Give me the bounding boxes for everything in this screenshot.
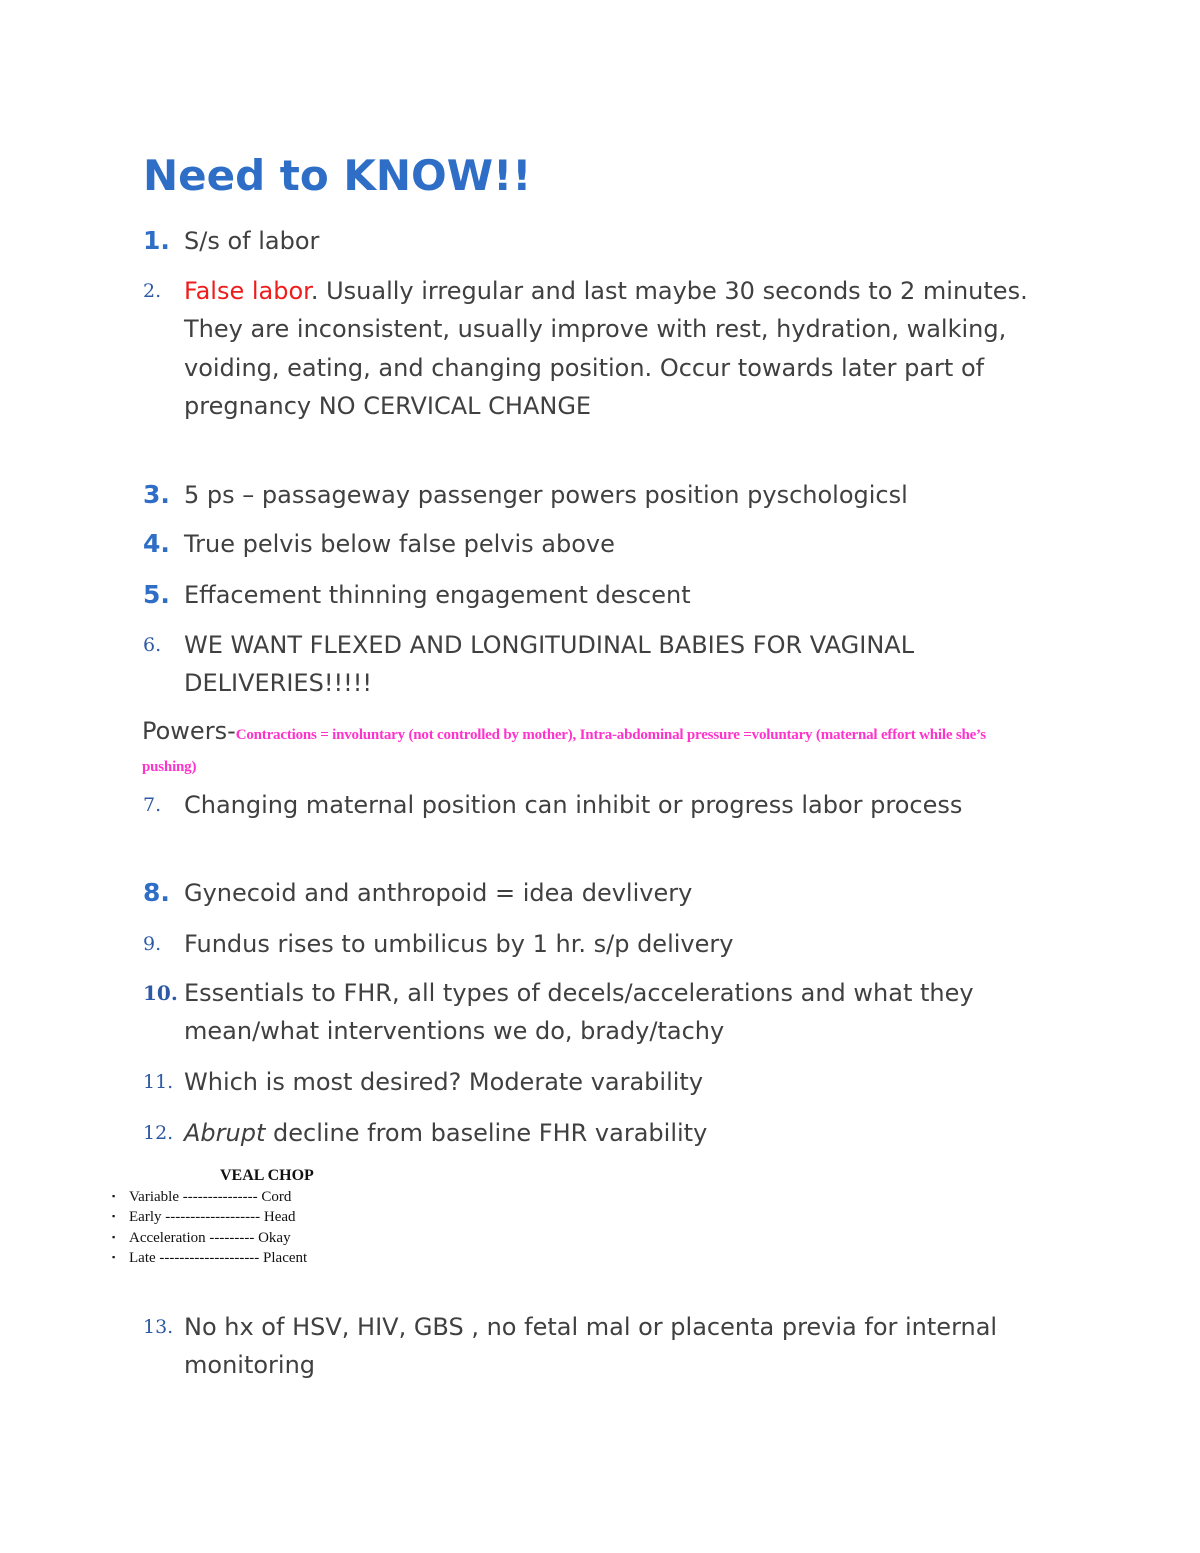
list-text: True pelvis below false pelvis above <box>184 530 615 558</box>
veal-chop-row-text: Variable --------------- Cord <box>129 1189 292 1205</box>
list-number: 1. <box>143 226 170 255</box>
list-text: 5 ps – passageway passenger powers position pyschologicsl <box>184 481 908 509</box>
powers-detail: Contractions = involuntary (not controlled by mother), Intra-abdominal pressure =voluntary (maternal effort while she’s pushing) <box>142 727 986 775</box>
abrupt-term: Abrupt <box>184 1119 266 1147</box>
veal-chop-title: VEAL CHOP <box>220 1167 314 1184</box>
abrupt-description: decline from baseline FHR varability <box>265 1119 708 1147</box>
bullet-icon: ▪ <box>112 1211 116 1221</box>
list-text: Essentials to FHR, all types of decels/accelerations and what they mean/what interventions we do, brady/tachy <box>184 979 974 1046</box>
list-number: 2. <box>143 280 162 302</box>
list-text: Fundus rises to umbilicus by 1 hr. s/p delivery <box>184 930 734 958</box>
list-number: 10. <box>143 981 178 1005</box>
page-title: Need to KNOW!! <box>143 151 532 200</box>
list-text <box>184 1114 1044 1152</box>
bullet-icon: ▪ <box>112 1232 116 1242</box>
false-labor-description: . Usually irregular and last maybe 30 seconds to 2 minutes. They are inconsistent, usually improve with rest, hydration, walking, voiding, eating, and changing position. Occur towards later part of pregnancy NO CERVICAL CHANGE <box>184 277 1028 421</box>
veal-chop-row-text: Acceleration --------- Okay <box>129 1230 291 1246</box>
veal-chop-row <box>112 1186 291 1207</box>
list-number: 3. <box>143 480 170 509</box>
list-number: 5. <box>143 580 170 609</box>
list-text <box>184 272 1044 426</box>
list-number: 8. <box>143 878 170 907</box>
bullet-icon: ▪ <box>112 1191 116 1201</box>
list-text: Effacement thinning engagement descent <box>184 581 691 609</box>
list-number: 9. <box>143 933 162 955</box>
list-text: S/s of labor <box>184 227 320 255</box>
list-text: Gynecoid and anthropoid = idea devlivery <box>184 879 693 907</box>
list-number: 7. <box>143 794 162 816</box>
list-text: Changing maternal position can inhibit or progress labor process <box>184 791 963 819</box>
list-number: 11. <box>143 1071 174 1093</box>
powers-note <box>142 717 1042 781</box>
bullet-icon: ▪ <box>112 1252 116 1262</box>
false-labor-term: False labor <box>184 277 311 305</box>
list-number: 12. <box>143 1122 174 1144</box>
list-text: WE WANT FLEXED AND LONGITUDINAL BABIES FOR VAGINAL DELIVERIES!!!!! <box>184 631 915 698</box>
veal-chop-row <box>112 1206 296 1227</box>
powers-label: Powers- <box>142 717 236 745</box>
veal-chop-row <box>112 1227 291 1248</box>
list-number: 6. <box>143 634 162 656</box>
list-number: 4. <box>143 529 170 558</box>
veal-chop-row-text: Late -------------------- Placent <box>129 1250 308 1266</box>
list-text: Which is most desired? Moderate varability <box>184 1068 704 1096</box>
veal-chop-row <box>112 1247 307 1268</box>
list-number: 13. <box>143 1316 174 1338</box>
veal-chop-row-text: Early ------------------- Head <box>129 1209 296 1225</box>
list-text: No hx of HSV, HIV, GBS , no fetal mal or placenta previa for internal monitoring <box>184 1313 998 1380</box>
